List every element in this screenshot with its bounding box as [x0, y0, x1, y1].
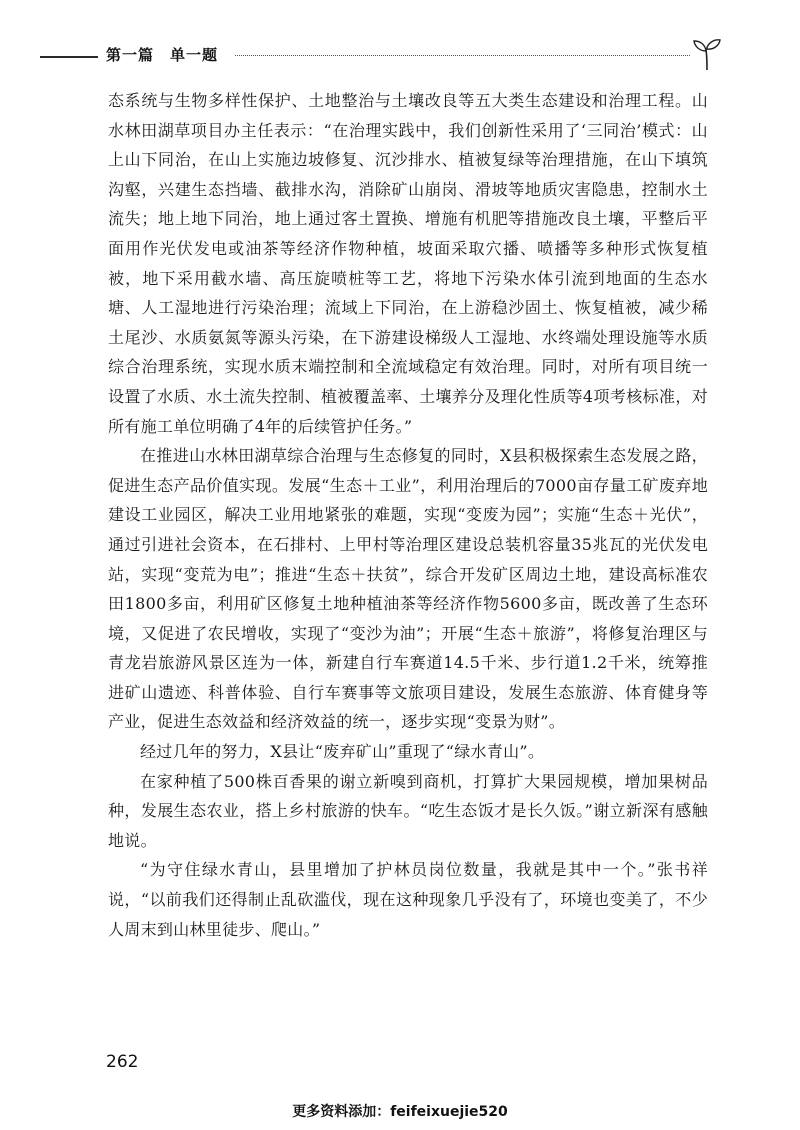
paragraph: 态系统与生物多样性保护、土地整治与土壤改良等五大类生态建设和治理工程。山水林田湖草项目办主任表示：“在治理实践中，我们创新性采用了‘三同治’模式：山上山下同治，在山上实施边坡修复、沉沙排水、植被复绿等治理措施，在山下填筑沟壑，兴建生态挡墙、截排水沟，消除矿山崩岗、滑坡等地质灾害隐患，控制水土流失；地上地下同治，地上通过客土置换、增施有机肥等措施改良土壤，平整后平面用作光伏发电或油茶等经济作物种植，坡面采取穴播、喷播等多种形式恢复植被，地下采用截水墙、高压旋喷桩等工艺，将地下污染水体引流到地面的生态水塘、人工湿地进行污染治理；流域上下同治，在上游稳沙固土、恢复植被，减少稀土尾沙、水质氨氮等源头污染，在下游建设梯级人工湿地、水终端处理设施等水质综合治理系统，实现水质末端控制和全流域稳定有效治理。同时，对所有项目统一设置了水质、水土流失控制、植被覆盖率、土壤养分及理化性质等4项考核标准，对所有施工单位明确了4年的后续管护任务。” [108, 91, 708, 436]
section-title: 第一篇 单一题 [106, 46, 219, 64]
paragraph: “为守住绿水青山，县里增加了护林员岗位数量，我就是其中一个。”张书祥说，“以前我们还得制止乱砍滥伐，现在这种现象几乎没有了，环境也变美了，不少人周末到山林里徒步、爬山。” [108, 860, 708, 939]
footer-promo-text: 更多资料添加：feifeixuejie520 [292, 1104, 508, 1120]
article-body [108, 86, 708, 944]
paragraph: 在家种植了500株百香果的谢立新嗅到商机，打算扩大果园规模，增加果树品种，发展生态农业，搭上乡村旅游的快车。“吃生态饭才是长久饭。”谢立新深有感触地说。 [108, 771, 708, 850]
page-number: 262 [106, 1052, 139, 1072]
paragraph: 经过几年的努力，X县让“废弃矿山”重现了“绿水青山”。 [140, 742, 545, 762]
header-rule-left [40, 56, 98, 58]
header-dotted-rule [235, 55, 690, 56]
running-header [40, 36, 720, 76]
sprout-icon [690, 36, 724, 72]
paragraph: 在推进山水林田湖草综合治理与生态修复的同时，X县积极探索生态发展之路，促进生态产品价值实现。发展“生态＋工业”，利用治理后的7000亩存量工矿废弃地建设工业园区，解决工业用地紧张的难题，实现“变废为园”；实施“生态＋光伏”，通过引进社会资本，在石排村、上甲村等治理区建设总装机容量35兆瓦的光伏发电站，实现“变荒为电”；推进“生态＋扶贫”，综合开发矿区周边土地，建设高标准农田1800多亩，利用矿区修复土地种植油茶等经济作物5600多亩，既改善了生态环境，又促进了农民增收，实现了“变沙为油”；开展“生态＋旅游”，将修复治理区与青龙岩旅游风景区连为一体，新建自行车赛道14.5千米、步行道1.2千米，统筹推进矿山遗迹、科普体验、自行车赛事等文旅项目建设，发展生态旅游、体育健身等产业，促进生态效益和经济效益的统一，逐步实现“变景为财”。 [108, 446, 708, 732]
